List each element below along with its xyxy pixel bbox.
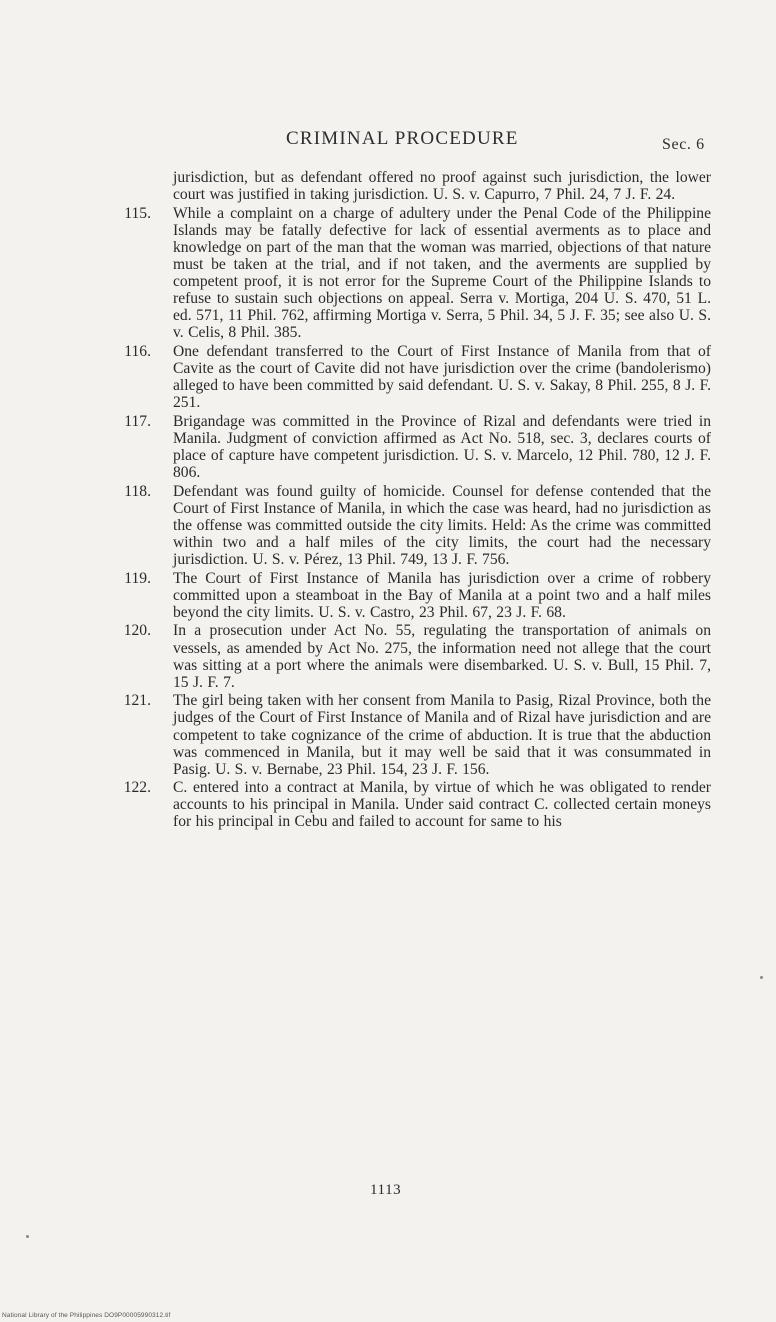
entry-text: Brigandage was committed in the Province of Rizal and defendants were tried in Manila. Judgment of conviction affirmed as Act No. 518, sec. 3, declares courts of place of capture have competent jurisdiction. U. S. v. Marcelo, 12 Phil. 780, 12 J. F. 806. [173,412,711,482]
list-item [103,483,711,568]
list-item [103,413,711,481]
list-item [103,622,711,690]
entry-text: One defendant transferred to the Court of First Instance of Manila from that of Cavite as the court of Cavite did not have jurisdiction over the crime (bandolerismo) alleged to have been committed by said defendant. U. S. v. Sakay, 8 Phil. 255, 8 J. F. 251. [173,342,711,412]
entry-number: 121. [123,692,151,710]
running-title: CRIMINAL PROCEDURE [286,128,519,149]
entry-text: C. entered into a contract at Manila, by virtue of which he was obligated to render accounts to his principal in Manila. Under said contract C. collected certain moneys for his principal in Cebu and failed to account for same to his [173,779,711,831]
entry-text: The Court of First Instance of Manila has jurisdiction over a crime of robbery committed upon a steamboat in the Bay of Manila at a point two and a half miles beyond the city limits. U. S. v. Castro, 23 Phil. 67, 23 J. F. 68. [173,569,711,621]
page-number: 1113 [370,1182,402,1198]
entry-number: 116. [124,342,151,360]
scan-footer: National Library of the Philippines DO9P00005990312.tif [2,1312,171,1319]
entry-number: 120. [123,622,151,640]
scan-speck [26,1235,29,1238]
entry-number: 122. [123,779,151,797]
entry-list [103,169,711,832]
running-header [0,128,776,158]
entry-text: While a complaint on a charge of adultery under the Penal Code of the Philippine Islands may be fatally defective for lack of essential averments as to place and knowledge on part of the man that the woman was married, objections of that nature must be taken at the trial, and if not taken, and the averments are supplied by competent proof, it is not error for the Supreme Court of the Philippine Islands to refuse to sustain such objections on appeal. Serra v. Mortiga, 204 U. S. 470, 51 L. ed. 571, 11 Phil. 762, affirming Mortiga v. Serra, 5 Phil. 34, 5 J. F. 35; see also U. S. v. Celis, 8 Phil. 385. [173,204,711,342]
list-item [103,169,711,203]
entry-text: The girl being taken with her consent from Manila to Pasig, Rizal Province, both the judges of the Court of First Instance of Manila and of Rizal have jurisdiction and are competent to take cognizance of the crime of abduction. It is true that the abduction was commenced in Manila, but it may well be said that it was consummated in Pasig. U. S. v. Bernabe, 23 Phil. 154, 23 J. F. 156. [173,692,711,778]
list-item [103,779,711,830]
list-item [103,343,711,411]
entry-number: 117. [124,412,151,430]
section-label: Sec. 6 [662,136,705,153]
entry-number: 119. [124,569,151,587]
list-item [103,570,711,621]
list-item [103,205,711,342]
entry-number: 118. [124,482,151,500]
entry-number: 115. [124,204,151,222]
scan-speck [760,976,763,979]
entry-text: jurisdiction, but as defendant offered no proof against such jurisdiction, the lower court was justified in taking jurisdiction. U. S. v. Capurro, 7 Phil. 24, 7 J. F. 24. [173,169,711,204]
entry-text: Defendant was found guilty of homicide. Counsel for defense contended that the Court of First Instance of Manila, in which the case was heard, had no jurisdiction as the offense was committed outside the city limits. Held: As the crime was committed within two and a half miles of the city limits, the court had the necessary jurisdiction. U. S. v. Pérez, 13 Phil. 749, 13 J. F. 756. [173,482,711,569]
list-item [103,692,711,777]
entry-text: In a prosecution under Act No. 55, regulating the transportation of animals on vessels, as amended by Act No. 275, the information need not allege that the court was sitting at a port where the animals were disembarked. U. S. v. Bull, 15 Phil. 7, 15 J. F. 7. [173,622,711,691]
